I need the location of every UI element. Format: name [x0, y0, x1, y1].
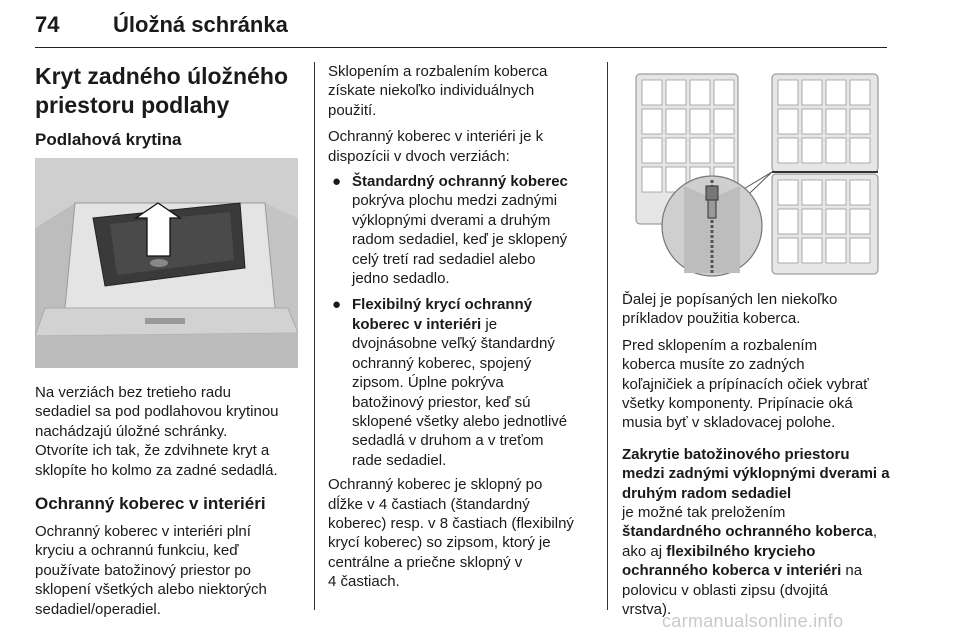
bullet-icon: ● [332, 173, 342, 191]
column-divider [607, 62, 608, 610]
bullet-list [328, 172, 600, 470]
chapter-title: Úložná schránka [113, 12, 288, 37]
subsection-heading: Zakrytie batožinového priestoru medzi zadnými výklopnými dverami a druhým radom sedadiel [622, 445, 890, 502]
subsection-heading: Podlahová krytina [35, 130, 182, 149]
column-divider [314, 62, 315, 610]
list-item: ● Štandardný ochranný koberec pokrýva plochu medzi zadnými výklopnými dverami a druhým radom sedadiel, keď je sklopený celý tretí rad sedadiel alebo jedno sedadlo. [332, 173, 568, 288]
trunk-floor-illustration [35, 158, 298, 368]
paragraph: je možné tak preložením štandardného ochranného koberca, ako aj flexibilného krycieho ochranného koberca v interiéri na polovicu v oblasti zipsu (dvojitá vrstva). [622, 504, 878, 619]
paragraph: Ochranný koberec v interiéri plní kryciu a ochrannú funkciu, keď používate batožinový priestor po sklopení všetkých alebo niektorých sedadiel/operadiel. [35, 523, 267, 618]
carpet-zip-illustration [622, 68, 885, 278]
column-middle [328, 62, 600, 592]
column-left-text [35, 383, 303, 619]
watermark: carmanualsonline.info [662, 611, 844, 631]
bullet-icon: ● [332, 296, 342, 314]
paragraph: Ochranný koberec v interiéri je k dispozícii v dvoch verziách: [328, 128, 544, 165]
header-rule [35, 47, 887, 48]
page-number: 74 [35, 12, 60, 37]
subsection-heading: Ochranný koberec v interiéri [35, 494, 266, 514]
paragraph: Pred sklopením a rozbalením koberca musíte zo zadných koľajničiek a prípínacích očiek vybrať všetky komponenty. Pripínacie oká musia byť v skladovacej polohe. [622, 336, 869, 432]
column-right [622, 290, 892, 620]
list-item: ● Flexibilný krycí ochranný koberec v interiéri je dvojnásobne veľký štandardný ochranný koberec, spojený zipsom. Úplne pokrýva batožinový priestor, keď sú sklopené všetky alebo jednotlivé sedadlá v druhom a v treťom rade sedadiel. [332, 296, 568, 469]
paragraph: Ochranný koberec je sklopný po dĺžke v 4 častiach (štandardný koberec) resp. v 8 častiach (flexibilný krycí koberec) so zipsom, ktorý je centrálne a priečne sklopný v 4 častiach. [328, 476, 574, 591]
paragraph: Na verziách bez tretieho radu sedadiel sa pod podlahovou krytinou nachádzajú úložné schránky. Otvoríte ich tak, že zdvihnete kryt a sklopíte ho kolmo za zadné sedadlá. [35, 384, 279, 479]
section-heading: Kryt zadného úložného priestoru podlahy [35, 63, 288, 118]
column-left [35, 62, 303, 151]
paragraph: Ďalej je popísaných len niekoľko príkladov použitia koberca. [622, 291, 838, 328]
paragraph: Sklopením a rozbalením koberca získate niekoľko individuálnych použití. [328, 63, 548, 119]
